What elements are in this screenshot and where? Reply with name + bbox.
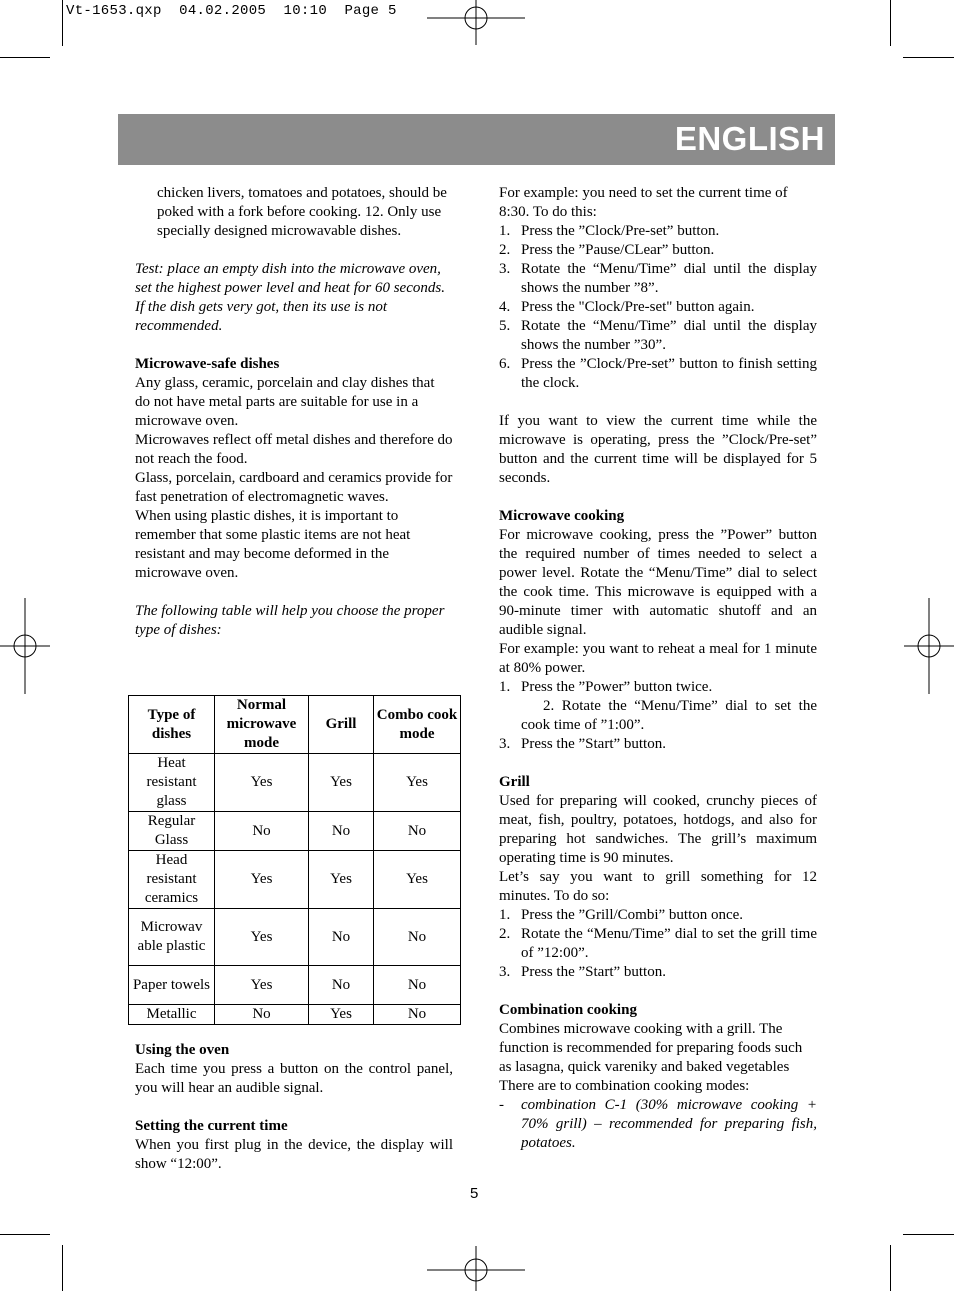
table-cell: Yes xyxy=(215,754,309,812)
table-cell: Head resistant ceramics xyxy=(129,851,215,909)
safe-dishes-paragraph: Glass, porcelain, cardboard and ceramics provide for fast penetration of electromagnetic waves. xyxy=(135,470,453,505)
grill-example: Let’s say you want to grill something for 12 minutes. To do so: xyxy=(499,869,817,904)
safe-dishes-paragraph: When using plastic dishes, it is important to remember that some plastic items are not heat resistant and may become deformed in the microwave oven. xyxy=(135,508,411,581)
column-header: Combo cook mode xyxy=(374,696,461,754)
table-cell: No xyxy=(309,909,374,966)
table-cell: No xyxy=(215,1005,309,1025)
table-row xyxy=(129,966,461,1005)
list-item: 1. Press the ”Power” button twice. xyxy=(499,679,713,695)
banner-title: ENGLISH xyxy=(674,120,825,157)
test-note: Test: place an empty dish into the microwave oven, set the highest power level and heat for 60 seconds. If the dish gets very got, then its use is not recommended. xyxy=(135,261,445,334)
table-cell: Heat resistant glass xyxy=(129,754,215,812)
combination-heading: Combination cooking xyxy=(499,1002,637,1018)
list-item: 1. Press the ”Clock/Pre-set” button. xyxy=(499,223,720,239)
table-cell: Yes xyxy=(215,851,309,909)
microwave-cooking-text: For microwave cooking, press the ”Power” button the required number of times needed to select a power level. Rotate the “Menu/Time” dial to select the cook time. This microwave is equipped with a 90-minute timer with automatic shutoff and an audible signal. xyxy=(499,527,817,638)
time-example: For example: you need to set the current time of 8:30. To do this: xyxy=(499,185,788,220)
using-oven-text: Each time you press a button on the control panel, you will hear an audible signal. xyxy=(135,1061,453,1096)
list-item: 2. Press the ”Pause/CLear” button. xyxy=(499,242,715,258)
microwave-cooking-heading: Microwave cooking xyxy=(499,508,625,524)
table-row xyxy=(129,909,461,966)
crop-mark xyxy=(62,0,63,46)
safe-dishes-paragraph: Any glass, ceramic, porcelain and clay dishes that do not have metal parts are suitable for use in a microwave oven. xyxy=(135,375,435,429)
combination-text: Combines microwave cooking with a grill. The function is recommended for preparing foods such as lasagna, quick vareniky and baked vegetables xyxy=(499,1021,803,1075)
using-oven-heading: Using the oven xyxy=(135,1042,230,1058)
table-cell: Yes xyxy=(374,851,461,909)
list-item: - combination C-1 (30% microwave cooking + 70% grill) – recommended for preparing fish, potatoes. xyxy=(499,1097,817,1151)
column-header: Grill xyxy=(309,696,374,754)
list-item: 5. Rotate the “Menu/Time” dial until the display shows the number ”30”. xyxy=(499,318,817,353)
list-item: 4. Press the "Clock/Pre-set" button again. xyxy=(499,299,755,315)
list-item: 3. Press the ”Start” button. xyxy=(499,964,666,980)
grill-heading: Grill xyxy=(499,774,530,790)
left-column-lower xyxy=(135,1041,453,1174)
list-item: 1. Press the ”Grill/Combi” button once. xyxy=(499,907,744,923)
table-row xyxy=(129,812,461,851)
crop-mark xyxy=(890,1245,891,1291)
table-cell: No xyxy=(215,812,309,851)
table-cell: No xyxy=(309,966,374,1005)
crop-mark xyxy=(890,0,891,46)
table-row xyxy=(129,851,461,909)
table-intro: The following table will help you choose the proper type of dishes: xyxy=(135,603,445,638)
set-time-heading: Setting the current time xyxy=(135,1118,288,1134)
right-column xyxy=(499,184,817,1153)
registration-mark-bottom xyxy=(427,1246,525,1291)
safe-dishes-heading: Microwave-safe dishes xyxy=(135,356,280,372)
crop-mark xyxy=(0,57,50,58)
list-item: 2. Rotate the “Menu/Time” dial to set the grill time of ”12:00”. xyxy=(499,926,817,961)
crop-mark xyxy=(903,57,954,58)
grill-text: Used for preparing will cooked, crunchy pieces of meat, fish, poultry, potatoes, hotdogs, and also for preparing hot sandwiches. The grill’s maximum operating time is 90 minutes. xyxy=(499,793,817,866)
crop-mark xyxy=(903,1234,954,1235)
table-cell: Yes xyxy=(309,851,374,909)
table-cell: Regular Glass xyxy=(129,812,215,851)
table-cell: Yes xyxy=(309,1005,374,1025)
table-cell: No xyxy=(374,966,461,1005)
table-cell: No xyxy=(374,812,461,851)
dishes-table xyxy=(128,695,461,1025)
table-header-row xyxy=(129,696,461,754)
crop-mark xyxy=(0,1234,50,1235)
registration-mark-top xyxy=(427,0,525,45)
language-banner xyxy=(118,114,835,165)
table-cell: Microwav able plastic xyxy=(129,909,215,966)
column-header: Type of dishes xyxy=(129,696,215,754)
file-slug: Vt-1653.qxp 04.02.2005 10:10 Page 5 xyxy=(66,3,397,19)
table-row xyxy=(129,1005,461,1025)
list-item: 2. Rotate the “Menu/Time” dial to set the cook time of ”1:00”. xyxy=(521,698,817,733)
table-cell: No xyxy=(374,909,461,966)
registration-mark-right xyxy=(904,598,954,694)
table-cell: No xyxy=(309,812,374,851)
table-cell: Metallic xyxy=(129,1005,215,1025)
page-number: 5 xyxy=(470,1185,479,1202)
safe-dishes-paragraph: Microwaves reflect off metal dishes and therefore do not reach the food. xyxy=(135,432,453,467)
list-item: 3. Rotate the “Menu/Time” dial until the display shows the number ”8”. xyxy=(499,261,817,296)
table-cell: Yes xyxy=(309,754,374,812)
table-row xyxy=(129,754,461,812)
combination-modes-intro: There are to combination cooking modes: xyxy=(499,1078,750,1094)
table-cell: Yes xyxy=(374,754,461,812)
list-item: 3. Press the ”Start” button. xyxy=(499,736,666,752)
table-cell: Paper towels xyxy=(129,966,215,1005)
column-header: Normal microwave mode xyxy=(215,696,309,754)
left-column xyxy=(135,184,453,640)
table-cell: Yes xyxy=(215,909,309,966)
crop-mark xyxy=(62,1245,63,1291)
registration-mark-left xyxy=(0,598,50,694)
list-item: 6. Press the ”Clock/Pre-set” button to finish setting the clock. xyxy=(499,356,817,391)
set-time-text: When you first plug in the device, the display will show “12:00”. xyxy=(135,1137,453,1172)
table-cell: No xyxy=(374,1005,461,1025)
view-time-text: If you want to view the current time while the microwave is operating, press the ”Clock/Pre-set” button and the current time will be displayed for 5 seconds. xyxy=(499,413,817,486)
table-cell: Yes xyxy=(215,966,309,1005)
intro-text: chicken livers, tomatoes and potatoes, should be poked with a fork before cooking. 12. Only use specially designed microwavable dishes. xyxy=(157,185,447,239)
microwave-example: For example: you want to reheat a meal for 1 minute at 80% power. xyxy=(499,641,817,676)
